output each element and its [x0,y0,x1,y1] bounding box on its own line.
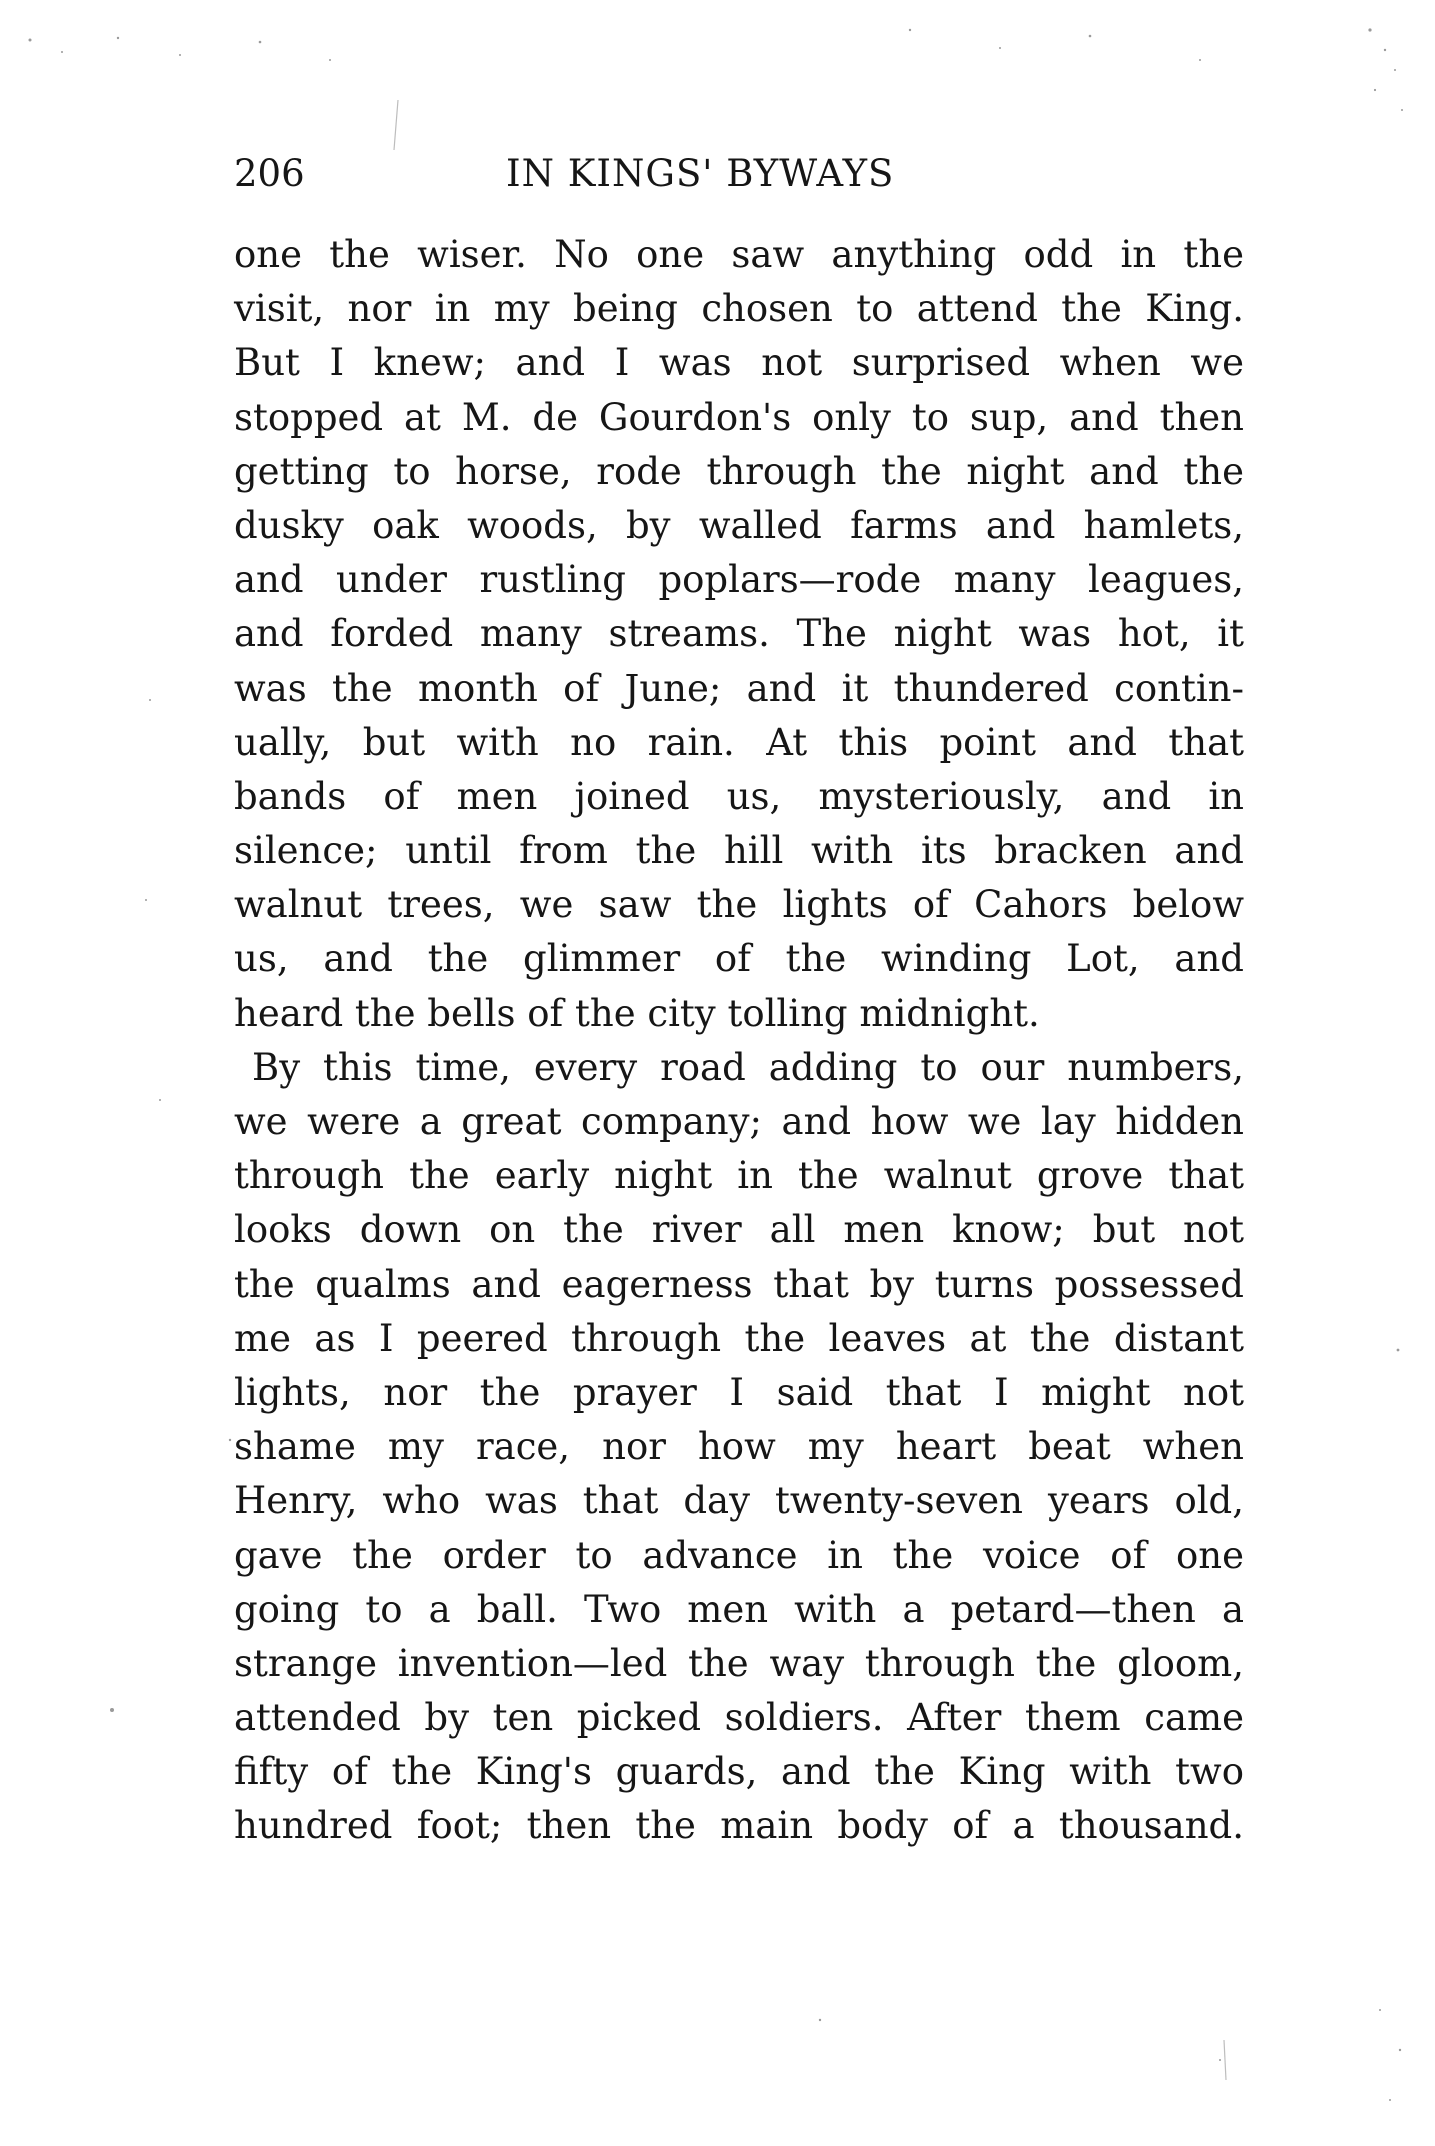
text-line: ually, but with no rain. At this point and that [234,720,1244,764]
body-text [234,228,1244,1854]
running-head: IN KINGS' BYWAYS [506,152,895,195]
text-line: me as I peered through the leaves at the distant [234,1316,1244,1360]
text-line: heard the bells of the city tolling midnight. [234,991,1040,1035]
text-line: us, and the glimmer of the winding Lot, and [234,937,1244,981]
text-line: the qualms and eagerness that by turns possessed [234,1262,1244,1306]
text-line: lights, nor the prayer I said that I might not [234,1370,1244,1414]
text-line: and forded many streams. The night was hot, it [234,612,1244,656]
text-line: fifty of the King's guards, and the King with two [234,1750,1244,1794]
text-line: dusky oak woods, by walled farms and hamlets, [234,503,1244,547]
text-line: gave the order to advance in the voice of one [234,1533,1244,1577]
page-header [234,146,1244,202]
text-line: hundred foot; then the main body of a thousand. [234,1804,1244,1848]
text-line: was the month of June; and it thundered contin- [234,666,1244,710]
text-line: silence; until from the hill with its bracken and [234,829,1244,873]
text-line: strange invention—led the way through the gloom, [234,1641,1244,1685]
text-line: getting to horse, rode through the night and the [234,449,1244,493]
text-line: going to a ball. Two men with a petard—then a [234,1587,1244,1631]
text-line: By this time, every road adding to our numbers, [252,1045,1244,1089]
text-line: we were a great company; and how we lay hidden [234,1100,1244,1143]
text-line: bands of men joined us, mysteriously, and in [234,774,1244,818]
text-line: stopped at M. de Gourdon's only to sup, and then [234,395,1244,439]
text-line: But I knew; and I was not surprised when we [234,341,1244,385]
text-line: one the wiser. No one saw anything odd in the [234,233,1244,276]
paragraph-2 [234,1041,1244,1854]
text-line: walnut trees, we saw the lights of Cahors below [234,883,1244,927]
text-line: looks down on the river all men know; but not [234,1208,1244,1252]
text-line: shame my race, nor how my heart beat when [234,1425,1244,1469]
paragraph-1 [234,228,1244,1041]
text-line: attended by ten picked soldiers. After them came [234,1696,1244,1740]
text-line: Henry, who was that day twenty-seven years old, [234,1479,1244,1523]
text-line: visit, nor in my being chosen to attend the King. [234,287,1244,331]
page-number: 206 [234,152,305,195]
text-line: through the early night in the walnut grove that [234,1154,1244,1198]
text-line: and under rustling poplars—rode many leagues, [234,558,1244,602]
